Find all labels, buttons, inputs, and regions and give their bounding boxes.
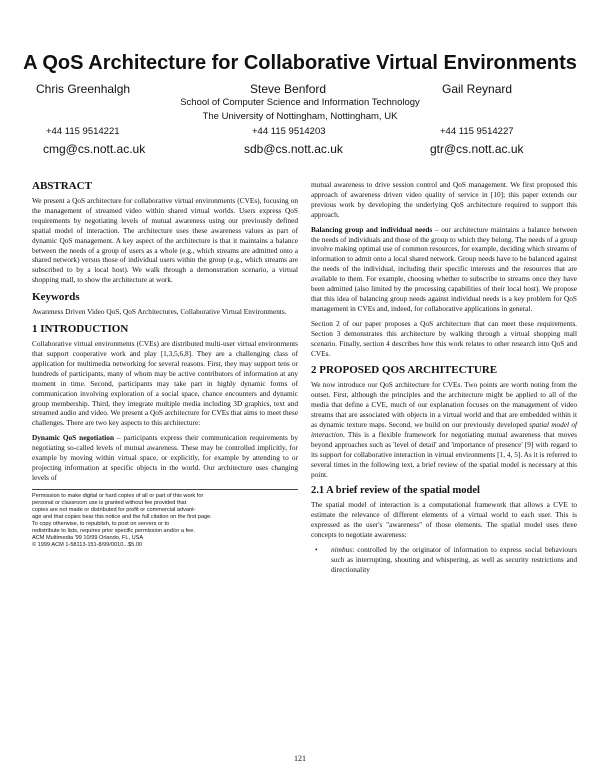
author-phone-1: +44 115 9514221 [46,126,120,137]
section-2-text-b: . This is a flexible framework for negotiating mutual awareness that moves beyond approaches such as 'level of detail' and 'importance of presence' [9] with regard to its support for collaborative interaction in virtual environments [1, 4, 5]. As it is referred to several times in the following text, a brief review of the spatial model is necessary at this point. [311,429,577,479]
section-2-1-paragraph: The spatial model of interaction is a computational framework that allows a CVE to estimate the relevance of different elements of a virtual world to each user. This is expressed as the user's "awareness" of those elements. The spatial model uses three concepts to negotiate awareness: [311,500,577,540]
author-name-3: Gail Reynard [442,82,513,96]
permission-line-2: personal or classroom use is granted without fee provided that [32,499,187,506]
author-phone-3: +44 115 9514227 [440,126,514,137]
spatial-model-term: spatial model of interaction [311,420,577,439]
paper-title: A QoS Architecture for Collaborative Virtual Environments [23,52,577,74]
nimbus-description: : controlled by the originator of information to express social behaviours such as interrupting, shouting and whispering, as well as security restrictions and directionality [331,545,577,574]
author-email-2[interactable]: sdb@cs.nott.ac.uk [244,142,343,156]
author-phone-2: +44 115 9514203 [252,126,326,137]
keywords-heading: Keywords [32,291,80,304]
affiliation-line-2: The University of Nottingham, Nottingham, UK [202,111,398,122]
section-2-paragraph [311,380,577,479]
permission-notice [32,489,298,549]
keywords-text: Awareness Driven Video QoS, QoS Architectures, Collaborative Virtual Environments. [32,307,287,317]
intro-paragraph-2 [32,433,298,483]
author-name-2: Steve Benford [250,82,327,96]
left-column [32,180,298,549]
introduction-heading: 1 INTRODUCTION [32,323,129,336]
abstract-heading: ABSTRACT [32,180,92,192]
abstract-text: We present a QoS architecture for collaborative virtual environments (CVEs), focusing on the management of streamed video within shared virtual worlds. Users express QoS requirements by negotiating levels of mutual awareness using our previously defined spatial model of interaction. The architecture uses these awareness values as part of dynamic QoS management. A key aspect of the architecture is that it maintains a balance between the needs of a group of users as a whole (e.g., which streams are admitted onto a shared network) versus those of individual users within the group (e.g., which streams are subscribed to by a local host). We walk through a demonstration scenario, a virtual shopping mall, to show the architecture at work. [32,196,298,285]
author-email-3[interactable]: gtr@cs.nott.ac.uk [430,142,524,156]
section-2-text-a: We now introduce our QoS architecture for CVEs. Two points are worth noting from the outset. First, although the principles and the architecture might be applied to all of the media that define a CVE, much of our explanation focuses on the management of video streams that are associated with objects in a virtual world and that are embedded within it as dynamic texture maps. Second, we build on our previously developed [311,380,577,430]
author-email-1[interactable]: cmg@cs.nott.ac.uk [43,142,146,156]
intro-paragraph-2-text: – participants express their communication requirements by negotiating so-called levels of mutual awareness. These may be controlled implicitly, for example by moving within virtual space, or explicitly, for example by attending to or projecting information at specific objects in the world. Our architecture uses changing levels of [32,433,298,482]
permission-line-6: redistribute to lists, requires prior specific permission and/or a fee. [32,527,195,534]
affiliation-line-1: School of Computer Science and Information Technology [180,97,420,108]
permission-line-5: To copy otherwise, to republish, to post on servers or to [32,520,170,527]
bullet-icon: • [315,545,318,555]
list-item [311,545,577,575]
intro-paragraph-1: Collaborative virtual environments (CVEs) are distributed multi-user virtual environments that support cooperative work and play [1,3,5,6,8]. They are a challenging class of application for multimedia networking for several reasons. First, they may support tens or hundreds of participants, many of whom may be active contributors of information at any moment in time. Second, participants may take part in highly dynamic forms of communication involving exploration of a social space, chance encounters and dynamic group membership. Third, they integrate multiple media including 3D graphics, text and streamed audio and video. We present a QoS architecture for CVEs that aims to meet these challenges. There are two key aspects to this architecture: [32,339,298,428]
right-paragraph-2 [311,225,577,314]
right-paragraph-2-text: – our architecture maintains a balance between the needs of individuals and those of the group to which they belong. The needs of a group involve making optimal use of common resources, for example, deciding which streams of information to admit onto a local shared network. Group needs have to be balanced against the needs of the individual, including their specific interests and the resources that are available to them. For example, choosing whether to subscribe to streams once they have been admitted (also limited by the processing capabilities of their local host). We propose that this idea of balancing group needs against individual needs is a key problem for QoS management in CVEs and, indeed, for collaborative applications in general. [311,224,577,313]
balancing-lead-term: Balancing group and individual needs [311,224,433,234]
right-paragraph-3: Section 2 of our paper proposes a QoS architecture that can meet these requirements. Section 3 demonstrates this architecture by walking through a virtual shopping mall scenario. Finally, section 4 describes how this work relates to other research into QoS and CVEs. [311,318,577,358]
nimbus-term: nimbus [331,545,353,555]
section-2-heading: 2 PROPOSED QOS ARCHITECTURE [311,364,498,377]
section-2-1-heading: 2.1 A brief review of the spatial model [311,485,480,497]
permission-line-3: copies are not made or distributed for profit or commercial advant- [32,506,196,513]
conference-line: ACM Multimedia '99 10/99 Orlando, FL, USA [32,534,144,541]
permission-line-4: age and that copies bear this notice and the full citation on the first page. [32,513,212,520]
page-number: 121 [294,754,306,763]
permission-line-1: Permission to make digital or hard copies of all or part of this work for [32,492,204,499]
intro-lead-term: Dynamic QoS negotiation [32,433,115,443]
right-column [311,180,577,575]
list-item-text [331,545,577,575]
right-paragraph-1: mutual awareness to drive session control and QoS management. We first proposed this approach of awareness driven video quality of service in [10]; this paper extends our previous work by developing the underlying QoS architecture required to support this approach. [311,180,577,219]
copyright-line: © 1999 ACM 1-58113-151-8/99/0010...$5.00 [32,541,143,548]
author-name-1: Chris Greenhalgh [36,82,131,96]
